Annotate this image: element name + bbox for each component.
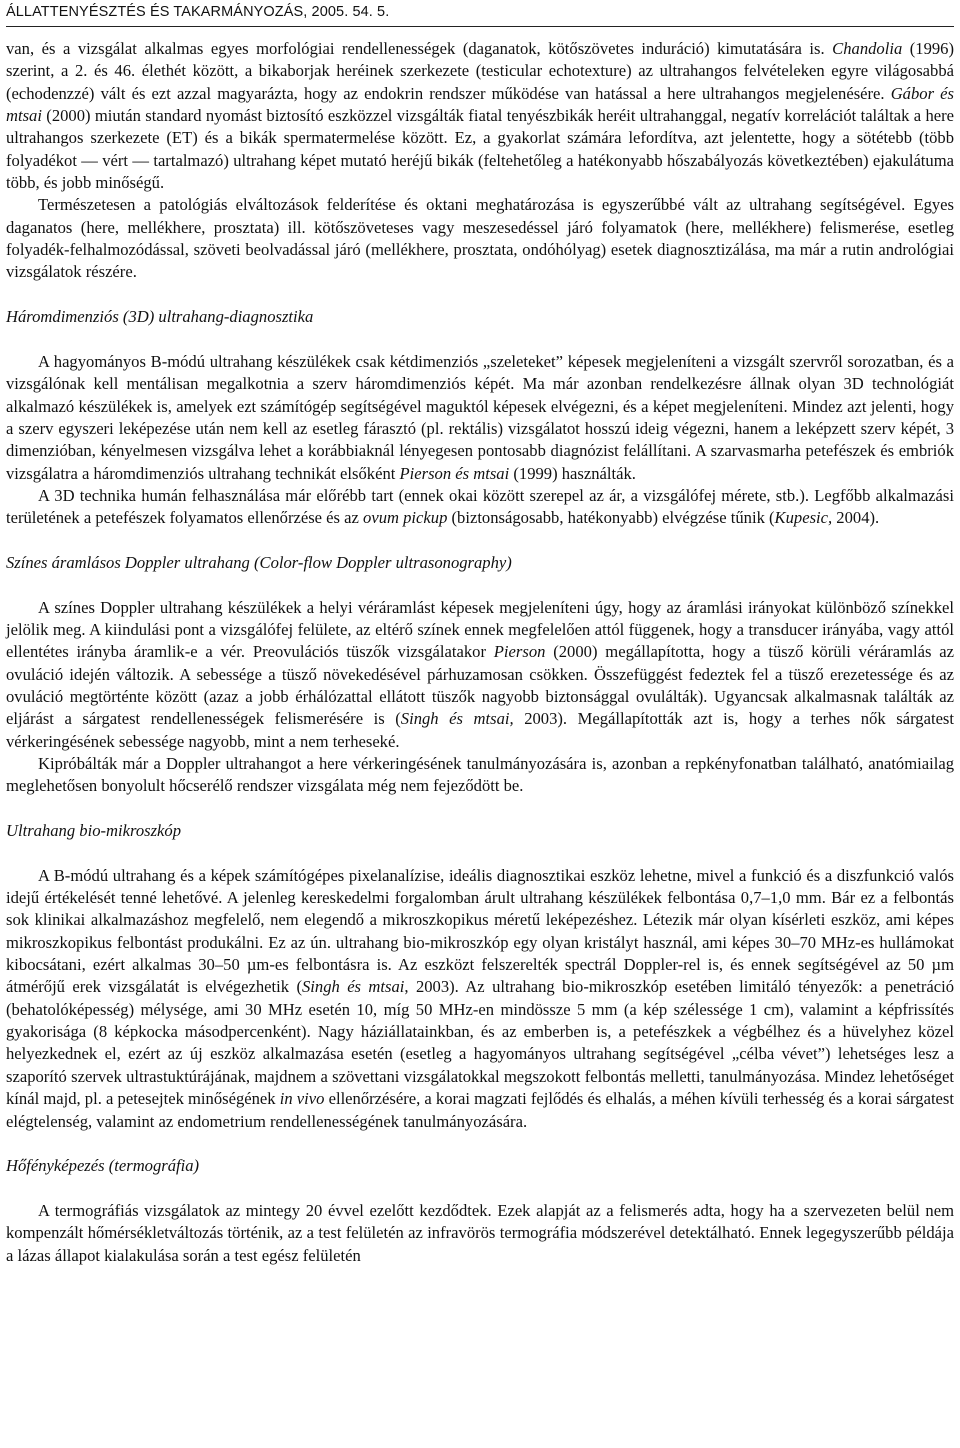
text-run: (2000) megállapította, hogy a tüsző körüli véráramlás az ovuláció idején változik. A sebessége a tüsző növekedésével párhuzamosan csökken. Összefüggést fedeztek fel a tüsző erezetessége és az ovuláció megtörténte között (azaz a jobb érhálózattal ellátott tüszők nagyobb biztonsággal ovulálták). Ugyancsak alkalmasnak találták az eljárást a sárgatest rendellenességek felismerésére is ( — [6, 642, 954, 729]
section-heading-color-doppler: Színes áramlásos Doppler ultrahang (Color-flow Doppler ultrasonography) — [6, 552, 512, 572]
text-run: A hagyományos B-módú ultrahang készülékek csak kétdimenziós „szeleteket” képesek megjeleníteni a vizsgált szervről sorozatban, és a vizsgálónak kell mentálisan megalkotnia a szerv háromdimenziós képét. Ma már azonban rendelkezésre állnak olyan 3D technológiát alkalmazó készülékek is, amelyek ezt számítógép segítségével maguktól képesek elvégezni, és a képet megjeleníteni. Mindez azt jelenti, hogy a szerv egyszeri leképezése után nem kell az esetleg fárasztó (pl. rektális) vizsgálatot hosszú ideig végezni, hanem a leképzett szerv képét, 3 dimenzióban, kényelmesen vizsgálva lehet a korábbiaknál lényegesen pontosabb diagnózist felállítani. A szarvasmarha petefészek és embriók vizsgálatra a háromdimenziós ultrahang technikát elsőként — [6, 351, 954, 483]
paragraph-3 — [6, 351, 954, 485]
italic-term: Singh és mtsai, — [400, 709, 514, 729]
italic-term: Kupesic, — [774, 508, 833, 528]
text-run: A B-módú ultrahang és a képek számítógépes pixelanalízise, ideális diagnosztikai eszköz lehetne, mivel a funkció és a diszfunkció valós idejű értékelését tenné lehetővé. A jelenleg kereskedelmi forgalomban árult ultrahang készülékek felbontása 0,7–1,0 mm. Bár ez a felbontás sok klinikai alkalmazáshoz megfelelő, nem elegendő a mikroszkopikus méretű leképezéshez. Létezik már olyan kísérleti eszköz, ami képes mikroszkopikus felbontást produkálni. Ez az ún. ultrahang bio-mikroszkóp egy olyan kristályt használ, ami képes 30–70 MHz-es hullámokat kibocsátani, ezért alkalmas 30–50 µm-es felbontásra is. Az eszközt felszerelték spectrál Doppler-rel is, és ennek segítségével az 50 µm átmérőjű erek vizsgálatát is elvégezhetik ( — [6, 865, 954, 997]
text-run: Kipróbálták már a Doppler ultrahangot a here vérkeringésének tanulmányozására is, azonban a repkényfonatban található, anatómiailag meglehetősen bonyolult hőcserélő rendszer vizsgálata még nem fejeződött be. — [6, 754, 954, 796]
paragraph-6 — [6, 753, 954, 798]
paragraph-2 — [6, 194, 954, 283]
text-run: A termográfiás vizsgálatok az mintegy 20 évvel ezelőtt kezdődtek. Ezek alapját az a felismerés adta, hogy ha a szervezeten belül nem kompenzált hőmérsékletváltozás történik, az a test felületén az infravörös termográfia módszerével detektálható. Ennek legegyszerűbb példája a lázas állapot kialakulása során a test egész felületén — [6, 1200, 954, 1265]
paragraph-1 — [6, 38, 954, 194]
text-run: A 3D technika humán felhasználása már előrébb tart (ennek okai között szerepel az ár, a vizsgálófej mérete, stb.). Legfőbb alkalmazási területének a petefészek folyamatos ellenőrzése és az — [6, 485, 954, 528]
header-rule — [6, 26, 954, 27]
text-run: 2003). Megállapították azt is, hogy a terhes nők sárgatest vérkeringésének sebessége nagyobb, mint a nem terheseké. — [6, 709, 954, 751]
paragraph-4 — [6, 485, 954, 530]
text-run: A színes Doppler ultrahang készülékek a helyi véráramlást képesek megjeleníteni úgy, hogy az áramlási irányokat különböző színekkel jelölik meg. A kiindulási pont a vizsgálófej felülete, az eltérő színek ennek megfelelően attól függenek, hogy a transducer irányába, vagy attól ellentétes irányba áramlik-e a vér. Preovulációs tüszők vizsgálatakor — [6, 597, 954, 662]
italic-term: Singh és mtsai — [301, 977, 405, 997]
section-heading-biomicroscope: Ultrahang bio-mikroszkóp — [6, 821, 181, 841]
text-run: 2004). — [832, 508, 880, 528]
italic-term: in vivo — [279, 1089, 325, 1109]
section-heading-thermography: Hőfényképezés (termográfia) — [6, 1156, 200, 1176]
italic-term: Pierson — [493, 642, 546, 662]
text-run: (biztonságosabb, hatékonyabb) elvégzése tűnik ( — [447, 508, 775, 528]
text-run: Természetesen a patológiás elváltozások felderítése és oktani meghatározása is egyszerűbbé vált az ultrahang segítségével. Egyes daganatos (here, mellékhere, prosztata) ill. kötőszöveteses vagy meszesedéssel járó folyamatok (here, mellékhere) felismerése, esetleg folyadék-felhalmozódással, szöveti beolvadással járó (mellékhere, prosztata, ondóhólyag) esetek diagnosztizálása, ma már a rutin andrológiai vizsgálatok részére. — [6, 195, 954, 282]
text-run: (1999) használták. — [509, 463, 636, 483]
italic-term: Gábor és mtsai — [6, 83, 954, 126]
running-header: ÁLLATTENYÉSZTÉS ÉS TAKARMÁNYOZÁS, 2005. 54. 5. — [6, 4, 390, 20]
italic-term: Chandolia — [832, 39, 903, 58]
italic-term: Pierson és mtsai — [399, 463, 510, 483]
paragraph-5 — [6, 597, 954, 753]
text-run: , 2003). Az ultrahang bio-mikroszkóp esetében limitáló tényezők: a penetráció (behatolóképesség) mélysége, ami 30 MHz esetén 10, míg 50 MHz-en mindössze 5 mm (a kép szélessége 1 cm), valamint a képfrissítés gyakorisága (8 képkocka másodpercenként). Nagy háziállatainkban, és az emberben is, a petefészkek a végbélhez és a hüvelyhez közel helyezkednek el, ezért az új eszköz alkalmazása esetén (esetleg a hagyományos ultrahang segítségével „célba vévet”) lehetséges lesz a szaporító szervek ultrastuktúrájának, majdnem a szövettani vizsgálatokkal megszokott felbontás melletti, tanulmányozása. Mindez lehetőséget kínál majd, pl. a petesejtek minőségének — [6, 977, 954, 1109]
italic-term: ovum pickup — [363, 508, 448, 528]
paragraph-8 — [6, 1200, 954, 1267]
text-run: (2000) miután standard nyomást biztosító eszközzel vizsgálták fiatal tenyészbikák heréit ultrahanggal, negatív korrelációt találtak a here ultrahangos szerkezete (ET) és a bikák spermatermelése között. Ez, a gyakorlat számára lefordítva, azt jelentette, hogy a sötétebb (több folyadékot — vért — tartalmazó) ultrahang képet mutató heréjű bikák (feltehetőleg a hatékonyabb hőszabályozás következtében) ejakulátuma több, és jobb minőségű. — [6, 106, 954, 193]
section-heading-3d-ultrasound: Háromdimenziós (3D) ultrahang-diagnosztika — [6, 307, 314, 327]
paragraph-7 — [6, 865, 954, 1133]
text-run: ellenőrzésére, a korai magzati fejlődés és elhalás, a méhen kívüli terhesség és a korai sárgatest elégtelenség, valamint az endometrium rendellenességének tanulmányozására. — [6, 1089, 954, 1131]
text-run: van, és a vizsgálat alkalmas egyes morfológiai rendellenességek (daganatok, kötőszövetes induráció) kimutatására is. — [6, 39, 833, 58]
text-run: (1996) szerint, a 2. és 46. élethét között, a bikaborjak heréinek szerkezete (testicular echotexture) az ultrahangos felvételeken egyre világosabbá (echodenzzé) vált és ezt azzal magyarázta, hogy az endokrin rendszer működése van hatással a here ultrahangos megjelenésére. — [6, 39, 955, 103]
article-body — [6, 38, 954, 1267]
